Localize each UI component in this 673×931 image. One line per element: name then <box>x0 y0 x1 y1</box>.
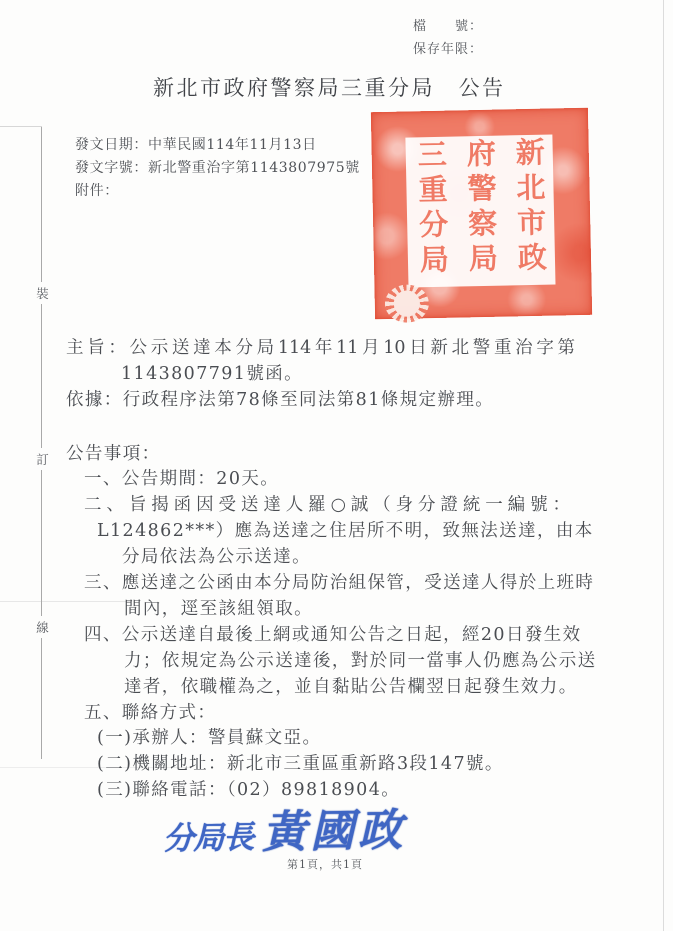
binding-mark-zhuang: 裝 <box>35 282 50 304</box>
retention-period-label: 保存年限： <box>413 42 484 57</box>
page-footer: 第1頁，共1頁 <box>287 858 363 871</box>
item-4-line-2: 力；依規定為公示送達後，對於同一當事人仍應為公示送 <box>124 651 597 671</box>
binding-mark-xian: 線 <box>35 616 50 638</box>
official-seal <box>371 108 592 319</box>
subject-line-2: 1143807791號函。 <box>121 364 304 384</box>
item-4-line-1: 四、公示送達自最後上網或通知公告之日起，經20日發生效 <box>84 625 582 645</box>
doc-number: 發文字號：新北警重治字第1143807975號 <box>75 160 360 176</box>
item-5-sub-1: (一)承辦人：警員蘇文亞。 <box>97 728 322 748</box>
binding-rail-line <box>41 127 42 759</box>
subject-line-1: 主旨：公示送達本分局114年11月10日新北警重治字第 <box>66 338 575 358</box>
signature-block <box>162 794 406 862</box>
item-2-line-2: L124862***）應為送達之住居所不明，致無法送達，由本 <box>97 521 594 541</box>
signature-title: 分局長 <box>162 819 254 858</box>
item-4-line-3: 達者，依職權為之，並自黏貼公告欄翌日起發生效力。 <box>124 677 578 697</box>
attachment-label: 附件： <box>75 183 119 199</box>
issue-date: 發文日期：中華民國114年11月13日 <box>75 137 317 153</box>
file-number-label: 檔 號： <box>413 19 484 34</box>
margin-fold-line <box>0 126 42 127</box>
section-header: 公告事項： <box>66 444 161 464</box>
item-1: 一、公告期間：20天。 <box>84 469 280 489</box>
official-seal-inner <box>405 134 555 287</box>
scan-artifact-line <box>0 601 132 602</box>
official-seal-text: 新北市政府警察局三重分局 <box>413 136 549 280</box>
item-3-line-1: 三、應送達之公函由本分局防治組保管，受送達人得於上班時 <box>84 573 595 593</box>
item-5-sub-2: (二)機關地址：新北市三重區重新路3段147號。 <box>97 754 504 774</box>
basis-line: 依據：行政程序法第78條至同法第81條規定辦理。 <box>66 390 495 410</box>
seal-gear-decoration <box>384 284 429 323</box>
document-title: 新北市政府警察局三重分局 公告 <box>153 76 506 100</box>
item-5: 五、聯絡方式： <box>84 703 217 723</box>
scan-edge-line <box>663 0 664 931</box>
item-5-sub-3: (三)聯絡電話：（02）89818904。 <box>97 780 401 800</box>
item-2-line-3: 分局依法為公示送達。 <box>122 547 311 567</box>
item-2-line-1: 二、旨揭函因受送達人羅○誠（身分證統一編號： <box>84 495 570 515</box>
item-3-line-2: 間內，逕至該組領取。 <box>124 599 313 619</box>
binding-mark-ding: 訂 <box>35 448 50 470</box>
signature-name: 黃國政 <box>261 804 407 859</box>
